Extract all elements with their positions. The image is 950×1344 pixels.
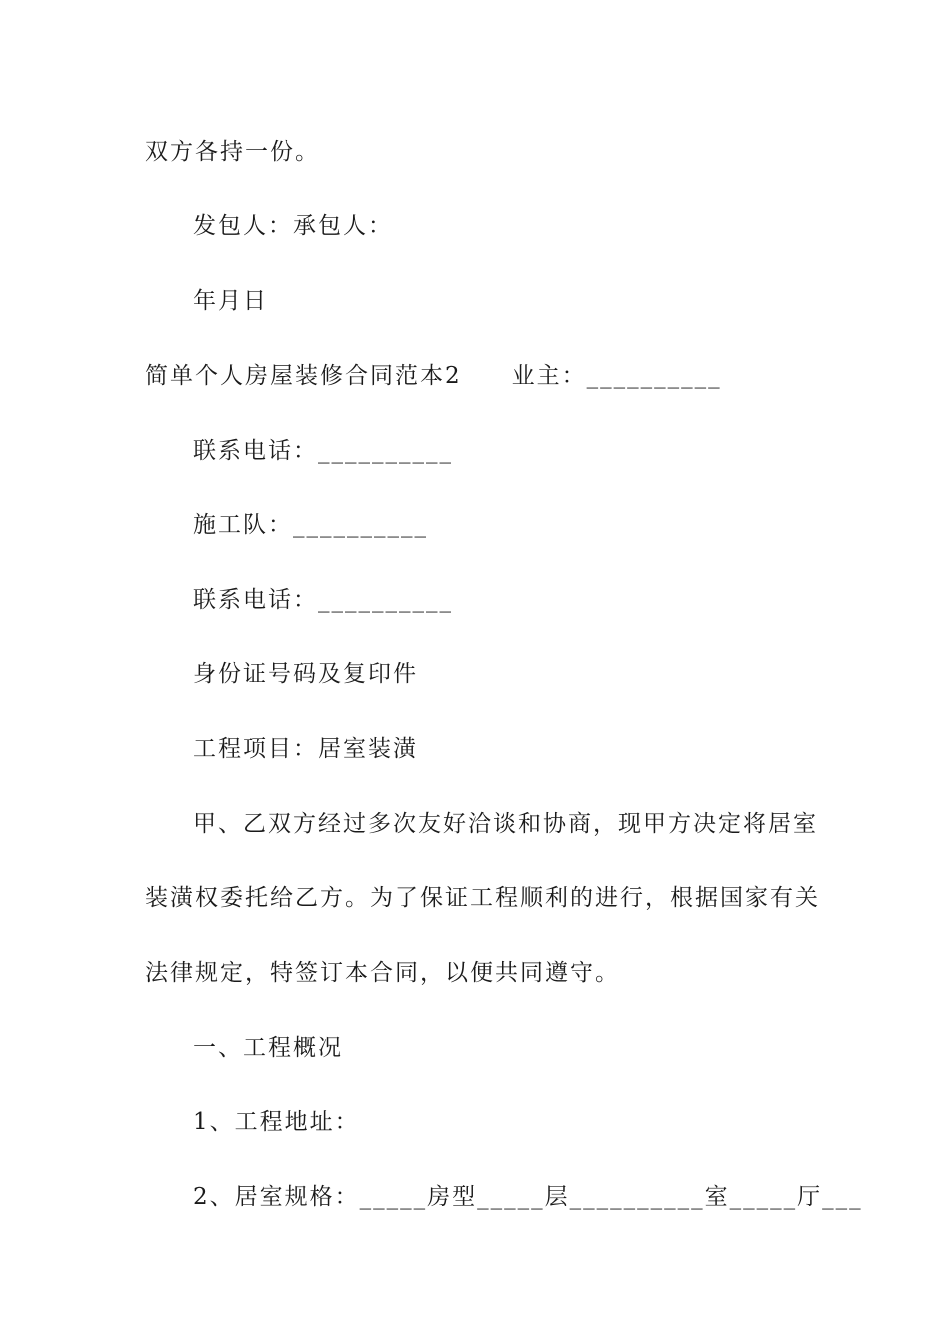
paragraph-line: 装潢权委托给乙方。为了保证工程顺利的进行，根据国家有关 xyxy=(145,885,820,911)
contract-title: 简单个人房屋装修合同范本2 xyxy=(145,363,462,389)
project-item-line: 工程项目：居室装潢 xyxy=(193,736,418,762)
project-address-line: 1、工程地址： xyxy=(193,1109,360,1135)
construction-team-field: 施工队：__________ xyxy=(193,512,428,538)
contract-title-row xyxy=(145,362,722,390)
team-phone-field: 联系电话：__________ xyxy=(193,587,453,613)
paragraph-line: 法律规定，特签订本合同，以便共同遵守。 xyxy=(145,960,620,986)
id-card-line: 身份证号码及复印件 xyxy=(193,661,418,687)
signature-parties-line: 发包人：承包人： xyxy=(193,213,393,239)
section-heading: 一、工程概况 xyxy=(193,1035,343,1061)
room-spec-line: 2、居室规格：_____房型_____层__________室_____厅___ xyxy=(193,1184,863,1210)
date-line: 年月日 xyxy=(193,288,268,314)
owner-field: 业主：__________ xyxy=(511,363,722,389)
paragraph-line: 甲、乙双方经过多次友好洽谈和协商，现甲方决定将居室 xyxy=(193,811,818,837)
text-line: 双方各持一份。 xyxy=(145,139,320,165)
owner-phone-field: 联系电话：__________ xyxy=(193,438,453,464)
